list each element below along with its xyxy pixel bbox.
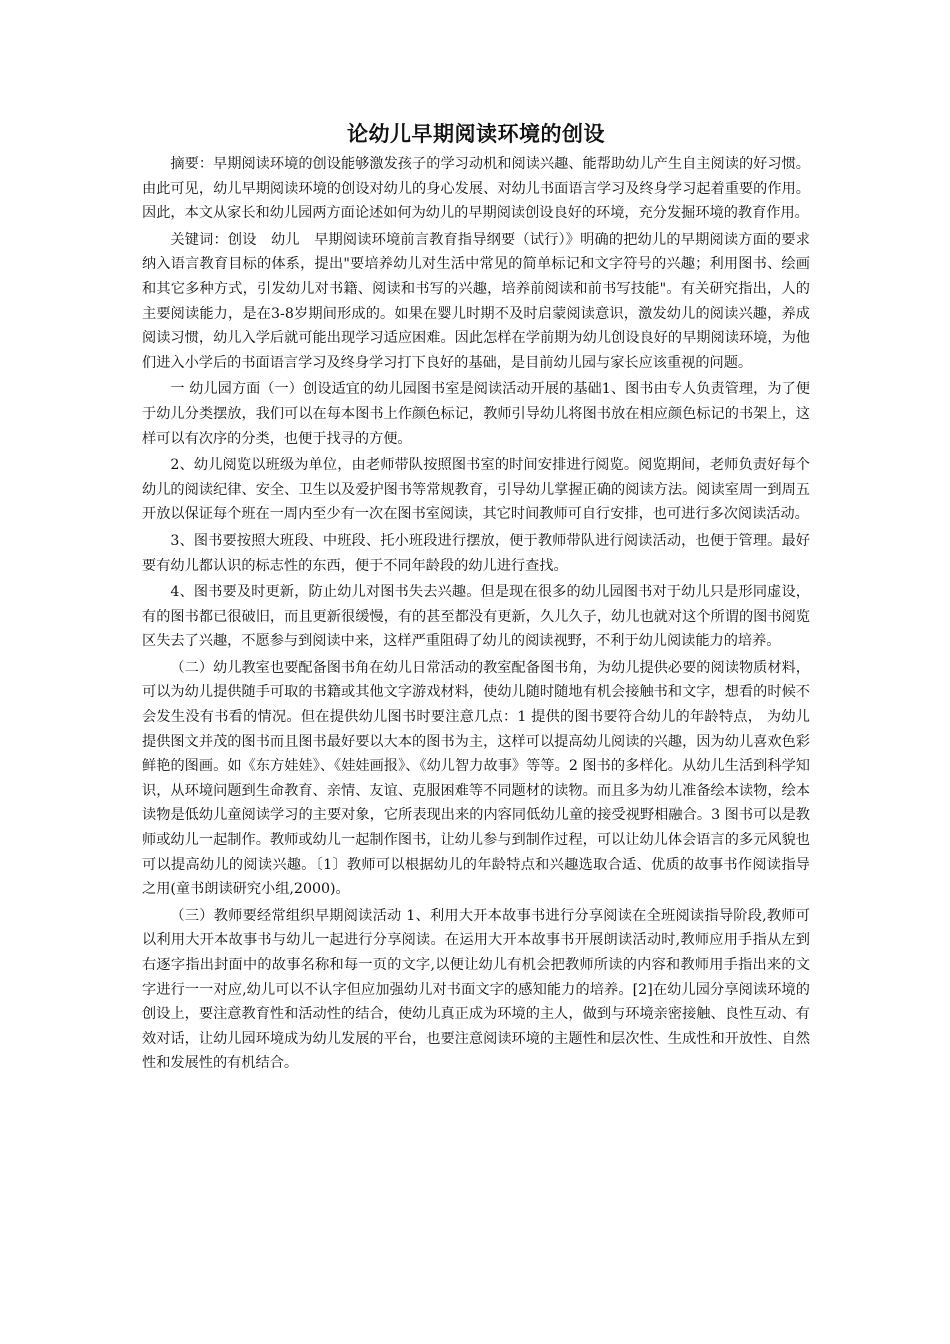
body-paragraph: 3、图书要按照大班段、中班段、托小班段进行摆放，便于教师带队进行阅读活动，也便于管理。最好要有幼儿都认识的标志性的东西，便于不同年龄段的幼儿进行查找。 [142, 532, 810, 574]
document-title: 论幼儿早期阅读环境的创设 [347, 122, 605, 146]
document-page [142, 118, 810, 1078]
body-paragraph: 一 幼儿园方面（一）创设适宜的幼儿园图书室是阅读活动开展的基础1、图书由专人负责管理，为了便于幼儿分类摆放，我们可以在每本图书上作颜色标记，教师引导幼儿将图书放在相应颜色标记的书架上，这样可以有次序的分类，也便于找寻的方便。 [142, 381, 810, 447]
body-paragraph: 4、图书要及时更新，防止幼儿对图书失去兴趣。但是现在很多的幼儿园图书对于幼儿只是形同虚设，有的图书都已很破旧，而且更新很缓慢，有的甚至都没有更新，久儿久子，幼儿也就对这个所谓的图书阅览区失去了兴趣，不愿参与到阅读中来，这样严重阻碍了幼儿的阅读视野，不利于幼儿阅读能力的培养。 [142, 584, 810, 650]
body-paragraph: 2、幼儿阅览以班级为单位，由老师带队按照图书室的时间安排进行阅览。阅览期间，老师负责好每个幼儿的阅读纪律、安全、卫生以及爱护图书等常规教育，引导幼儿掌握正确的阅读方法。阅读室周一到周五开放以保证每个班在一周内至少有一次在图书室阅读，其它时间教师可自行安排，也可进行多次阅读活动。 [142, 457, 810, 523]
abstract-paragraph: 摘要：早期阅读环境的创设能够激发孩子的学习动机和阅读兴趣、能帮助幼儿产生自主阅读的好习惯。由此可见，幼儿早期阅读环境的创设对幼儿的身心发展、对幼儿书面语言学习及终身学习起着重要的作用。因此，本文从家长和幼儿园两方面论述如何为幼儿的早期阅读创设良好的环境，充分发掘环境的教育作用。 [142, 156, 810, 222]
keywords-paragraph: 关键词：创设 幼儿 早期阅读环境前言教育指导纲要（试行）》明确的把幼儿的早期阅读方面的要求纳入语言教育目标的体系，提出"要培养幼儿对生活中常见的简单标记和文字符号的兴趣；利用图书、绘画和其它多种方式，引发幼儿对书籍、阅读和书写的兴趣，培养前阅读和前书写技能"。有关研究指出，人的主要阅读能力，是在3-8岁期间形成的。如果在婴儿时期不及时启蒙阅读意识，激发幼儿的阅读兴趣，养成阅读习惯，幼儿入学后就可能出现学习适应困难。因此怎样在学前期为幼儿创设良好的早期阅读环境，为他们进入小学后的书面语言学习及终身学习打下良好的基础，是目前幼儿园与家长应该重视的问题。 [142, 231, 810, 371]
body-paragraph: （三）教师要经常组织早期阅读活动 1、利用大开本故事书进行分享阅读在全班阅读指导阶段,教师可以利用大开本故事书与幼儿一起进行分享阅读。在运用大开本故事书开展朗读活动时,教师应用手指从左到右逐字指出封面中的故事名称和每一页的文字,以便让幼儿有机会把教师所读的内容和教师用手指出来的文字进行一一对应,幼儿可以不认字但应加强幼儿对书面文字的感知能力的培养。[2]在幼儿园分享阅读环境的创设上，要注意教育性和活动性的结合，使幼儿真正成为环境的主人，做到与环境亲密接触、良性互动、有效对话，让幼儿园环境成为幼儿发展的平台，也要注意阅读环境的主题性和层次性、生成性和开放性、自然性和发展性的有机结合。 [142, 907, 810, 1072]
body-paragraph: （二）幼儿教室也要配备图书角在幼儿日常活动的教室配备图书角，为幼儿提供必要的阅读物质材料，可以为幼儿提供随手可取的书籍或其他文字游戏材料，使幼儿随时随地有机会接触书和文字，想看的时候不会发生没有书看的情况。但在提供幼儿图书时要注意几点：1 提供的图书要符合幼儿的年龄特点， 为幼儿提供图文并茂的图书而且图书最好要以大本的图书为主，这样可以提高幼儿阅读的兴趣，因为幼儿喜欢色彩鲜艳的图画。如《东方娃娃》、《娃娃画报》、《幼儿智力故事》等等。2 图书的多样化。从幼儿生活到科学知识，从环境问题到生命教育、亲情、友谊、克服困难等不同题材的读物。而且多为幼儿准备绘本读物，绘本读物是低幼儿童阅读学习的主要对象，它所表现出来的内容同低幼儿童的接受视野相融合。3 图书可以是教师或幼儿一起制作。教师或幼儿一起制作图书，让幼儿参与到制作过程，可以让幼儿体会语言的多元风貌也可以提高幼儿的阅读兴趣。〔1〕教师可以根据幼儿的年龄特点和兴趣选取合适、优质的故事书作阅读指导之用(童书朗读研究小组,2000)。 [142, 659, 810, 898]
